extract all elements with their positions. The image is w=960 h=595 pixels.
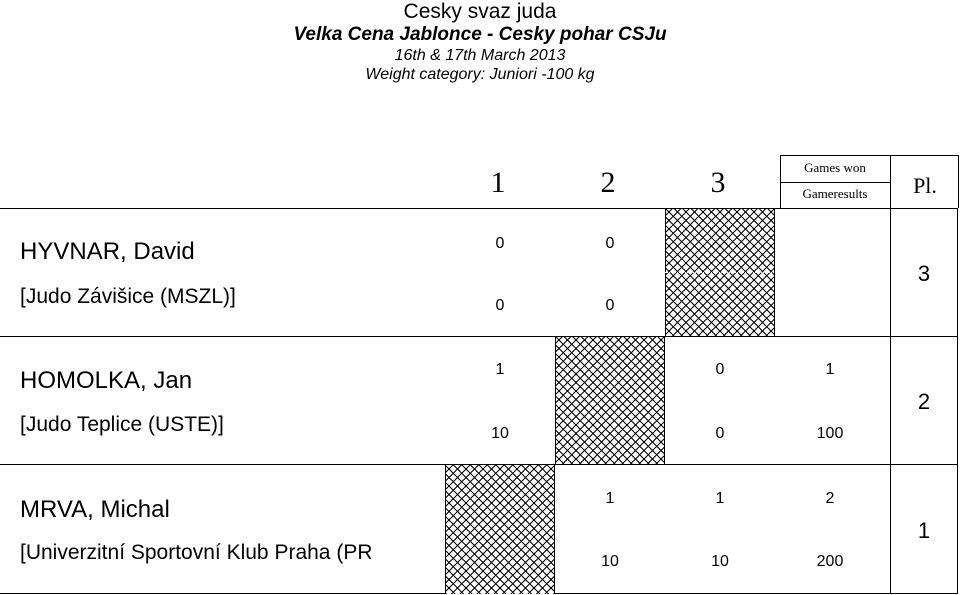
event-dates: 16th & 17th March 2013 [394,47,566,64]
game-result-cell: 0 [495,297,505,314]
header-divider [958,155,959,208]
games-won-cell: 0 [605,235,615,252]
cell-mid-line [445,272,890,273]
hatched-cell-2 [555,337,665,465]
games-won-total: 1 [825,361,835,378]
game-result-cell: 0 [605,297,615,314]
game-result-cell: 10 [601,553,619,570]
competitor-name: HOMOLKA, Jan [20,367,193,394]
place-value: 1 [917,518,931,543]
column-number-1: 1 [490,166,506,199]
place-value: 2 [917,389,931,414]
hatched-cell-3 [445,465,555,594]
game-result-cell: 0 [715,425,725,442]
game-result-total: 100 [816,425,844,442]
header-top-line [780,155,958,156]
competitor-club: [Univerzitní Sportovní Klub Praha (PR [20,541,373,564]
competitor-name: HYVNAR, David [20,238,195,265]
hatched-cell-1 [665,209,775,337]
game-result-total: 200 [816,553,844,570]
place-header: Pl. [913,173,937,198]
games-won-cell: 1 [715,490,725,507]
games-won-cell: 1 [605,490,615,507]
games-won-cell: 0 [715,361,725,378]
header-divider [890,155,891,208]
weight-category: Weight category: Juniori -100 kg [365,66,595,83]
games-won-cell: 1 [495,361,505,378]
row-divider [0,336,958,337]
competitor-club: [Judo Teplice (USTE)] [20,413,224,436]
game-results-header: Gameresults [802,186,868,201]
row-divider [0,464,958,465]
game-result-cell: 10 [711,553,729,570]
column-number-3: 3 [710,166,726,199]
header-mid-line [780,182,890,183]
competitor-name: MRVA, Michal [20,496,170,523]
place-value: 3 [917,261,931,286]
games-won-cell: 0 [495,235,505,252]
competitor-club: [Judo Závišice (MSZL)] [20,285,236,308]
event-title: Velka Cena Jablonce - Cesky pohar CSJu [293,24,667,45]
document-header [0,0,960,84]
game-result-cell: 10 [491,425,509,442]
federation-title: Cesky svaz juda [403,0,557,23]
column-number-2: 2 [600,166,616,199]
games-won-total: 2 [825,490,835,507]
games-won-header: Games won [804,160,866,175]
